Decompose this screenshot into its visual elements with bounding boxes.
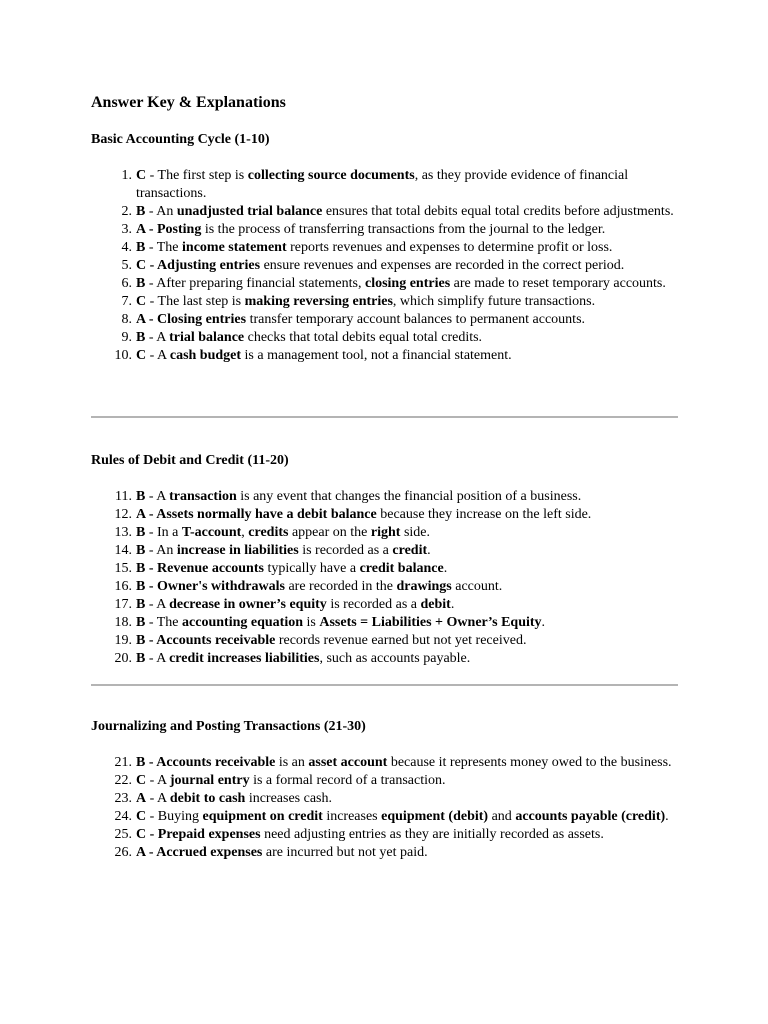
answer-item <box>91 542 681 560</box>
emphasized-text: increase in liabilities <box>176 543 299 558</box>
answer-text: - A <box>145 489 170 504</box>
answer-text: - A <box>145 597 170 612</box>
answer-item <box>91 844 681 862</box>
section-heading: Basic Accounting Cycle (1-10) <box>91 132 270 147</box>
answer-number: 6. <box>121 276 132 291</box>
answer-text: are incurred but not yet paid. <box>262 845 428 860</box>
answer-number: 26. <box>114 845 132 860</box>
emphasized-text: cash budget <box>169 348 242 363</box>
answer-text: account. <box>451 579 503 594</box>
answer-text: ensure revenues and expenses are recorded in the correct period. <box>260 258 625 273</box>
answer-item <box>91 167 681 203</box>
emphasized-text: decrease in owner’s equity <box>169 597 327 612</box>
emphasized-text: debit <box>420 597 451 612</box>
answer-text: typically have a <box>263 561 360 576</box>
emphasized-text: credit <box>392 543 428 558</box>
emphasized-text: accounts payable (credit) <box>515 809 666 824</box>
emphasized-text: B <box>136 330 146 345</box>
answer-item <box>91 578 681 596</box>
answer-number: 15. <box>114 561 132 576</box>
answer-number: 5. <box>121 258 132 273</box>
answer-text: side. <box>400 525 431 540</box>
answer-text: , which simplify future transactions. <box>392 294 596 309</box>
answer-number: 10. <box>114 348 132 363</box>
answer-text: . <box>541 615 546 630</box>
answer-item <box>91 632 681 650</box>
answer-text: - Buying <box>146 809 203 824</box>
answer-text: is <box>303 615 320 630</box>
emphasized-text: B <box>136 651 146 666</box>
answer-text: is any event that changes the financial position of a business. <box>236 489 582 504</box>
answer-number: 16. <box>114 579 132 594</box>
emphasized-text: B <box>136 276 146 291</box>
answer-number: 4. <box>121 240 132 255</box>
answer-number: 9. <box>121 330 132 345</box>
emphasized-text: C <box>136 294 147 309</box>
emphasized-text: collecting source documents <box>247 168 415 183</box>
answer-item <box>91 293 681 311</box>
answer-text: - A <box>146 348 170 363</box>
answer-number: 18. <box>114 615 132 630</box>
answer-text: is the process of transferring transactions from the journal to the ledger. <box>201 222 606 237</box>
answer-item <box>91 311 681 329</box>
answer-text: because they increase on the left side. <box>376 507 592 522</box>
emphasized-text: A <box>136 791 147 806</box>
answer-item <box>91 203 681 221</box>
emphasized-text: credit increases liabilities <box>169 651 320 666</box>
answer-item <box>91 826 681 844</box>
answer-number: 13. <box>114 525 132 540</box>
emphasized-text: drawings <box>396 579 452 594</box>
answer-number: 11. <box>115 489 132 504</box>
emphasized-text: B - Accounts receivable <box>136 633 276 648</box>
answer-text: appear on the <box>288 525 371 540</box>
answer-text: - A <box>145 330 170 345</box>
answer-item <box>91 808 681 826</box>
answer-number: 21. <box>114 755 132 770</box>
answer-number: 7. <box>121 294 132 309</box>
section-rules-of-debit-and-credit <box>91 452 681 668</box>
answer-text: . <box>450 597 455 612</box>
emphasized-text: B <box>136 597 146 612</box>
answer-item <box>91 329 681 347</box>
emphasized-text: C <box>136 168 147 183</box>
answer-item <box>91 790 681 808</box>
answer-text: - The last step is <box>146 294 245 309</box>
answer-text: . <box>665 809 669 824</box>
answer-text: is a management tool, not a financial statement. <box>241 348 512 363</box>
section-divider <box>91 684 678 686</box>
emphasized-text: B <box>136 525 146 540</box>
emphasized-text: A - Accrued expenses <box>136 845 263 860</box>
answer-text: , such as accounts payable. <box>319 651 471 666</box>
answer-item <box>91 754 681 772</box>
emphasized-text: accounting equation <box>182 615 303 630</box>
answer-text: . <box>427 543 431 558</box>
emphasized-text: credits <box>248 525 289 540</box>
emphasized-text: B - Revenue accounts <box>136 561 264 576</box>
emphasized-text: B <box>136 543 146 558</box>
answer-item <box>91 596 681 614</box>
emphasized-text: B - Owner's withdrawals <box>136 579 285 594</box>
answer-item <box>91 347 681 365</box>
answer-number: 12. <box>114 507 132 522</box>
emphasized-text: equipment on credit <box>202 809 323 824</box>
answer-text: - A <box>145 651 170 666</box>
emphasized-text: B <box>136 489 146 504</box>
emphasized-text: making reversing entries <box>244 294 393 309</box>
emphasized-text: journal entry <box>169 773 250 788</box>
emphasized-text: C - Adjusting entries <box>136 258 261 273</box>
emphasized-text: A - Assets normally have a debit balance <box>136 507 377 522</box>
emphasized-text: A - Posting <box>136 222 202 237</box>
answer-text: - The <box>145 615 183 630</box>
answer-text: - The <box>145 240 183 255</box>
emphasized-text: credit balance <box>359 561 444 576</box>
answer-number: 19. <box>114 633 132 648</box>
emphasized-text: closing entries <box>364 276 451 291</box>
answer-number: 14. <box>114 543 132 558</box>
answer-number: 2. <box>121 204 132 219</box>
emphasized-text: transaction <box>169 489 237 504</box>
answer-item <box>91 257 681 275</box>
answer-item <box>91 239 681 257</box>
answer-item <box>91 614 681 632</box>
emphasized-text: asset account <box>308 755 388 770</box>
answer-text: - An <box>145 204 177 219</box>
emphasized-text: C <box>136 773 147 788</box>
section-divider <box>91 416 678 418</box>
document-title: Answer Key & Explanations <box>91 94 286 111</box>
answer-text: is an <box>275 755 309 770</box>
answer-text: because it represents money owed to the business. <box>387 755 672 770</box>
answer-text: - The first step is <box>146 168 248 183</box>
answer-text: increases cash. <box>245 791 332 806</box>
answer-item <box>91 560 681 578</box>
answer-text: - An <box>145 543 177 558</box>
answer-text: are made to reset temporary accounts. <box>450 276 666 291</box>
emphasized-text: right <box>370 525 401 540</box>
answer-number: 20. <box>114 651 132 666</box>
answer-text: is recorded as a <box>326 597 421 612</box>
answer-text: transfer temporary account balances to permanent accounts. <box>246 312 586 327</box>
answer-number: 8. <box>121 312 132 327</box>
emphasized-text: Assets = Liabilities + Owner’s Equity <box>319 615 542 630</box>
answer-number: 1. <box>121 168 132 183</box>
answer-item <box>91 506 681 524</box>
emphasized-text: B <box>136 240 146 255</box>
answer-item <box>91 772 681 790</box>
emphasized-text: income statement <box>182 240 287 255</box>
emphasized-text: C <box>136 348 147 363</box>
answer-number: 22. <box>114 773 132 788</box>
emphasized-text: T-account <box>181 525 242 540</box>
answer-text: need adjusting entries as they are initially recorded as assets. <box>260 827 604 842</box>
emphasized-text: equipment (debit) <box>381 809 489 824</box>
answer-text: records revenue earned but not yet received. <box>275 633 527 648</box>
answer-item <box>91 650 681 668</box>
emphasized-text: debit to cash <box>169 791 246 806</box>
answer-item <box>91 275 681 293</box>
answer-item <box>91 524 681 542</box>
answer-text: checks that total debits equal total credits. <box>244 330 483 345</box>
answer-text: is a formal record of a transaction. <box>249 773 446 788</box>
emphasized-text: B - Accounts receivable <box>136 755 276 770</box>
answer-text: - After preparing financial statements, <box>145 276 365 291</box>
answer-text: . <box>443 561 448 576</box>
answer-text: , <box>241 525 249 540</box>
answer-item <box>91 221 681 239</box>
answer-text: increases <box>322 809 382 824</box>
emphasized-text: B <box>136 615 146 630</box>
answer-number: 25. <box>114 827 132 842</box>
section-journalizing-and-posting <box>91 718 681 862</box>
answer-text: - In a <box>145 525 182 540</box>
section-heading: Rules of Debit and Credit (11-20) <box>91 453 289 468</box>
answer-text: - A <box>146 773 170 788</box>
answer-number: 17. <box>114 597 132 612</box>
answer-text: is recorded as a <box>298 543 393 558</box>
answer-text: , as they provide evidence of financial transactions. <box>136 168 629 201</box>
answer-text: - A <box>146 791 170 806</box>
emphasized-text: C - Prepaid expenses <box>136 827 261 842</box>
emphasized-text: unadjusted trial balance <box>176 204 323 219</box>
answer-text: and <box>488 809 516 824</box>
section-basic-accounting-cycle <box>91 131 681 365</box>
emphasized-text: C <box>136 809 147 824</box>
emphasized-text: A - Closing entries <box>136 312 247 327</box>
section-heading: Journalizing and Posting Transactions (21-30) <box>91 719 366 734</box>
answer-text: ensures that total debits equal total credits before adjustments. <box>322 204 674 219</box>
answer-list <box>91 167 681 365</box>
answer-list <box>91 488 681 668</box>
answer-number: 24. <box>114 809 132 824</box>
emphasized-text: trial balance <box>169 330 245 345</box>
answer-number: 3. <box>121 222 132 237</box>
answer-text: reports revenues and expenses to determine profit or loss. <box>286 240 613 255</box>
answer-number: 23. <box>114 791 132 806</box>
answer-item <box>91 488 681 506</box>
emphasized-text: B <box>136 204 146 219</box>
answer-list <box>91 754 681 862</box>
answer-text: are recorded in the <box>284 579 397 594</box>
